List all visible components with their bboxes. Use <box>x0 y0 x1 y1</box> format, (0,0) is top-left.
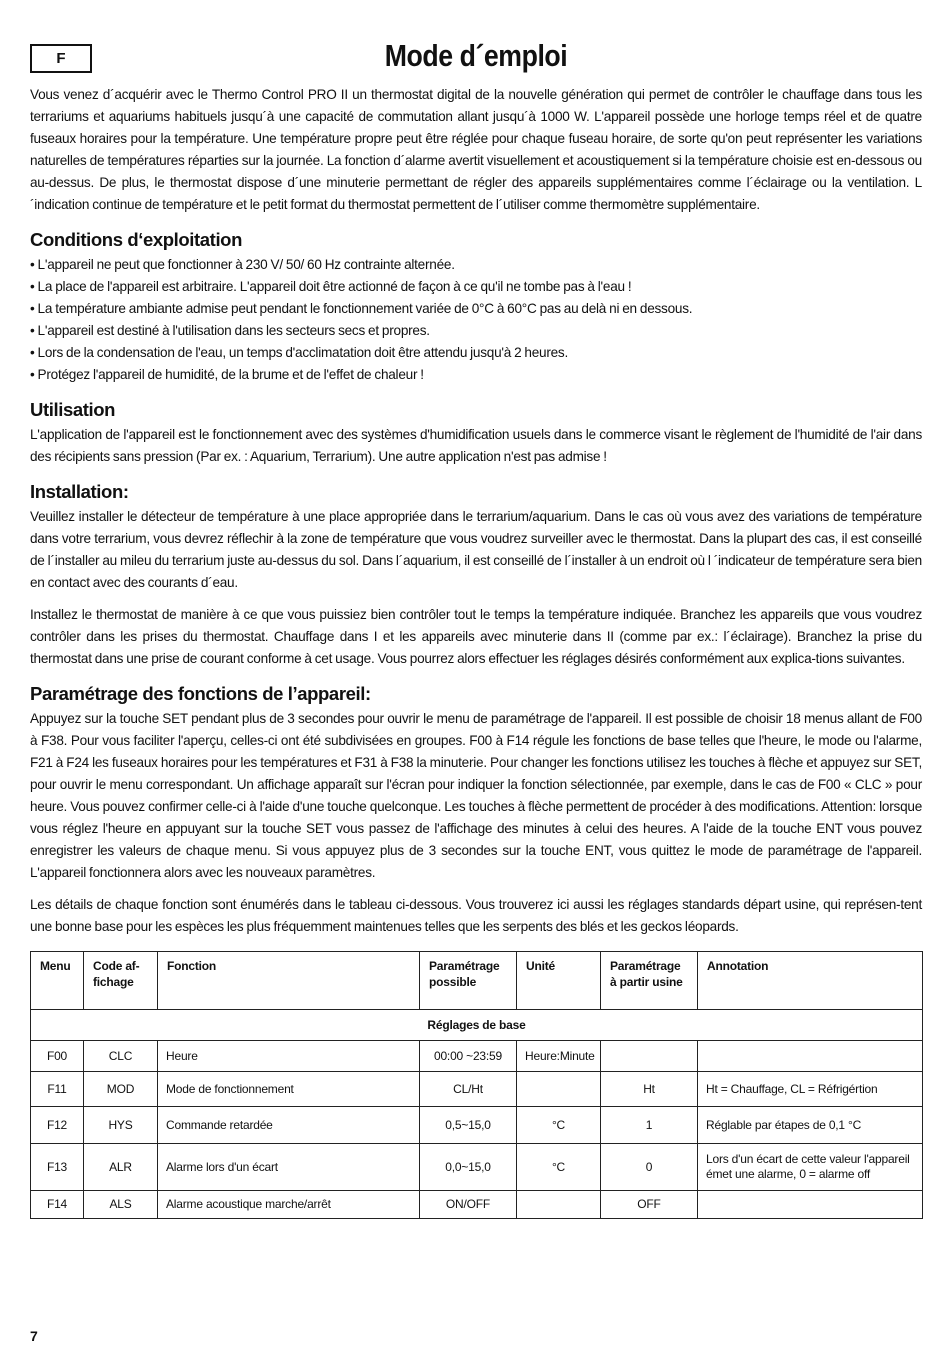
table-cell: MOD <box>84 1072 158 1107</box>
list-item: • La température ambiante admise peut pendant le fonctionnement variée de 0°C à 60°C pas au delà ni en dessous. <box>30 298 922 320</box>
table-row <box>31 1107 923 1144</box>
table-cell: F00 <box>31 1041 84 1072</box>
col-header-menu: Menu <box>31 952 84 1010</box>
table-cell: 00:00 ~23:59 <box>420 1041 517 1072</box>
table-cell: °C <box>517 1144 601 1191</box>
table-cell <box>517 1191 601 1219</box>
col-header-annotation: Annotation <box>698 952 923 1010</box>
table-cell: ON/OFF <box>420 1191 517 1219</box>
table-cell: Ht <box>601 1072 698 1107</box>
table-cell: F13 <box>31 1144 84 1191</box>
table-cell: F12 <box>31 1107 84 1144</box>
table-cell <box>698 1041 923 1072</box>
table-cell: ALR <box>84 1144 158 1191</box>
parametrage-heading: Paramétrage des fonctions de l’appareil: <box>30 683 371 704</box>
table-row <box>31 1191 923 1219</box>
installation-paragraph-2: Installez le thermostat de manière à ce que vous puissiez bien contrôler tout le temps la température indiquée. Branchez les appareils que vous voudrez contrôler dans les prises du thermostat. Chauffage dans I et les appareils avec minuterie dans II (comme par ex.: l´éclairage). Branchez la prise du thermostat dans une prise de courant conforme à cet usage. Vous pourrez alors effectuer les réglages désirés conformément aux explica-tions suivantes. <box>30 607 922 666</box>
table-cell: Ht = Chauffage, CL = Réfrigértion <box>698 1072 923 1107</box>
table-cell: Mode de fonctionnement <box>158 1072 420 1107</box>
page-header <box>30 36 922 84</box>
installation-heading: Installation: <box>30 481 129 502</box>
table-row <box>31 1072 923 1107</box>
installation-paragraph-1: Veuillez installer le détecteur de température à une place appropriée dans le terrarium/aquarium. Dans le cas où vous avez des variations de température dans votre terrarium, vous devrez réflechir à la zone de température que vous voudrez surveiller avec le thermostat. Dans la plupart des cas, il est conseillé de l´installer au mileu du terrarium juste au-dessus du sol. Dans l´aquarium, il est conseillé de l´installer à un endroit où l ´indicateur de température sera bien en contact avec des courants d´eau. <box>30 509 922 590</box>
table-cell: 0,0~15,0 <box>420 1144 517 1191</box>
conditions-list <box>30 254 922 386</box>
col-header-unite: Unité <box>517 952 601 1010</box>
table-cell: 0 <box>601 1144 698 1191</box>
table-cell: Alarme lors d'un écart <box>158 1144 420 1191</box>
table-cell <box>517 1072 601 1107</box>
table-cell: OFF <box>601 1191 698 1219</box>
table-cell: F14 <box>31 1191 84 1219</box>
col-header-fonction: Fonction <box>158 952 420 1010</box>
col-header-usine: Paramétrage à partir usine <box>601 952 698 1010</box>
list-item: • Protégez l'appareil de humidité, de la brume et de l'effet de chaleur ! <box>30 364 922 386</box>
table-cell: 0,5~15,0 <box>420 1107 517 1144</box>
intro-paragraph: Vous venez d´acquérir avec le Thermo Control PRO II un thermostat digital de la nouvelle génération qui permet de contrôler le chauffage dans tous les terrariums et aquariums habituels jusqu´à une capacité de commutation allant jusqu´à 1000 W. L'appareil possède une horloge temps réel et de quatre fuseaux horaires pour la température. Une température propre peut être réglée pour chaque fuseau horaire, de sorte qu'on peut représenter les variations naturelles de températures réparties sur la journée. La fonction d´alarme avertit visuellement et acoustiquement si la température choisie est en-dessous ou au-dessus. De plus, le thermostat dispose d´une minuterie permettant de régler des appareils supplémentaires comme l´éclairage ou la ventilation. L´indication continue de température et le petit format du thermostat permettent de l´utiliser comme thermomètre supplémentaire. <box>30 87 922 212</box>
table-cell: ALS <box>84 1191 158 1219</box>
parametrage-paragraph-1: Appuyez sur la touche SET pendant plus de 3 secondes pour ouvrir le menu de paramétrage de l'appareil. Il est possible de choisir 18 menus allant de F00 à F38. Pour vous faciliter l'aperçu, celles-ci ont été subdivisées en groupes. F00 à F14 régule les fonctions de base telles que l'heure, le mode ou l'alarme, F21 à F24 les fuseaux horaires pour les températures et F31 à F38 la minuterie. Pour changer les fonctions utilisez les touches à flèche et appuyez sur SET, pour ouvrir le menu correspondant. Un affichage apparaît sur l'écran pour indiquer la fonction sélectionnée, par exemple, dans le cas de F00 « CLC » pour heure. Vous pouvez confirmer celle-ci à l'aide d'une touche quelconque. Les touches à flèche permettent de procéder à des modifications. Attention: lorsque vous réglez l'heure en appuyant sur la touche SET vous passez de l'affichage des minutes à celui des heures. A l'aide de la touche ENT vous pouvez enregistrer les valeurs de chaque menu. Si vous appuyez plus de 3 secondes sur la touche ENT, vous quittez le mode de paramétrage de l'appareil. L'appareil fonctionnera alors avec les nouveaux paramètres. <box>30 711 922 880</box>
page-number: 7 <box>30 1328 38 1344</box>
table-cell <box>698 1191 923 1219</box>
table-cell: Heure:Minute <box>517 1041 601 1072</box>
list-item: • La place de l'appareil est arbitraire. L'appareil doit être actionné de façon à ce qu'il ne tombe pas à l'eau ! <box>30 276 922 298</box>
page-title: Mode d´emploi <box>384 38 568 73</box>
table-cell: HYS <box>84 1107 158 1144</box>
col-header-parametrage: Paramétrage possible <box>420 952 517 1010</box>
table-cell: CLC <box>84 1041 158 1072</box>
table-header-row <box>31 952 923 1010</box>
conditions-heading: Conditions d‘exploitation <box>30 229 242 250</box>
table-row <box>31 1041 923 1072</box>
list-item: • L'appareil est destiné à l'utilisation dans les secteurs secs et propres. <box>30 320 922 342</box>
table-cell: Alarme acoustique marche/arrêt <box>158 1191 420 1219</box>
table-cell: F11 <box>31 1072 84 1107</box>
table-row <box>31 1144 923 1191</box>
manual-page <box>30 36 922 1219</box>
utilisation-paragraph: L'application de l'appareil est le fonctionnement avec des systèmes d'humidification usuels dans le commerce visant le règlement de l'humidité de l'air dans des récipients sans pression (Par ex. : Aquarium, Terrarium). Une autre application n'est pas admise ! <box>30 427 922 464</box>
list-item: • Lors de la condensation de l'eau, un temps d'acclimatation doit être attendu jusqu'à 2 heures. <box>30 342 922 364</box>
table-cell: Commande retardée <box>158 1107 420 1144</box>
table-cell: CL/Ht <box>420 1072 517 1107</box>
table-cell: Réglable par étapes de 0,1 °C <box>698 1107 923 1144</box>
table-cell: Lors d'un écart de cette valeur l'appareil émet une alarme, 0 = alarme off <box>698 1144 923 1191</box>
table-cell: 1 <box>601 1107 698 1144</box>
list-item: • L'appareil ne peut que fonctionner à 230 V/ 50/ 60 Hz contrainte alternée. <box>30 254 922 276</box>
group-label: Réglages de base <box>31 1010 923 1041</box>
col-header-code: Code af-fichage <box>84 952 158 1010</box>
table-cell: Heure <box>158 1041 420 1072</box>
table-cell <box>601 1041 698 1072</box>
utilisation-heading: Utilisation <box>30 399 116 420</box>
language-box: F <box>30 44 92 73</box>
settings-table <box>30 951 923 1219</box>
parametrage-paragraph-2: Les détails de chaque fonction sont énumérés dans le tableau ci-dessous. Vous trouverez ici aussi les réglages standards départ usine, qui représen-tent une bonne base pour les espèces les plus fréquemment maintenues telles que les serpents des blés et les geckos léopards. <box>30 897 922 934</box>
table-cell: °C <box>517 1107 601 1144</box>
table-group-row <box>31 1010 923 1041</box>
